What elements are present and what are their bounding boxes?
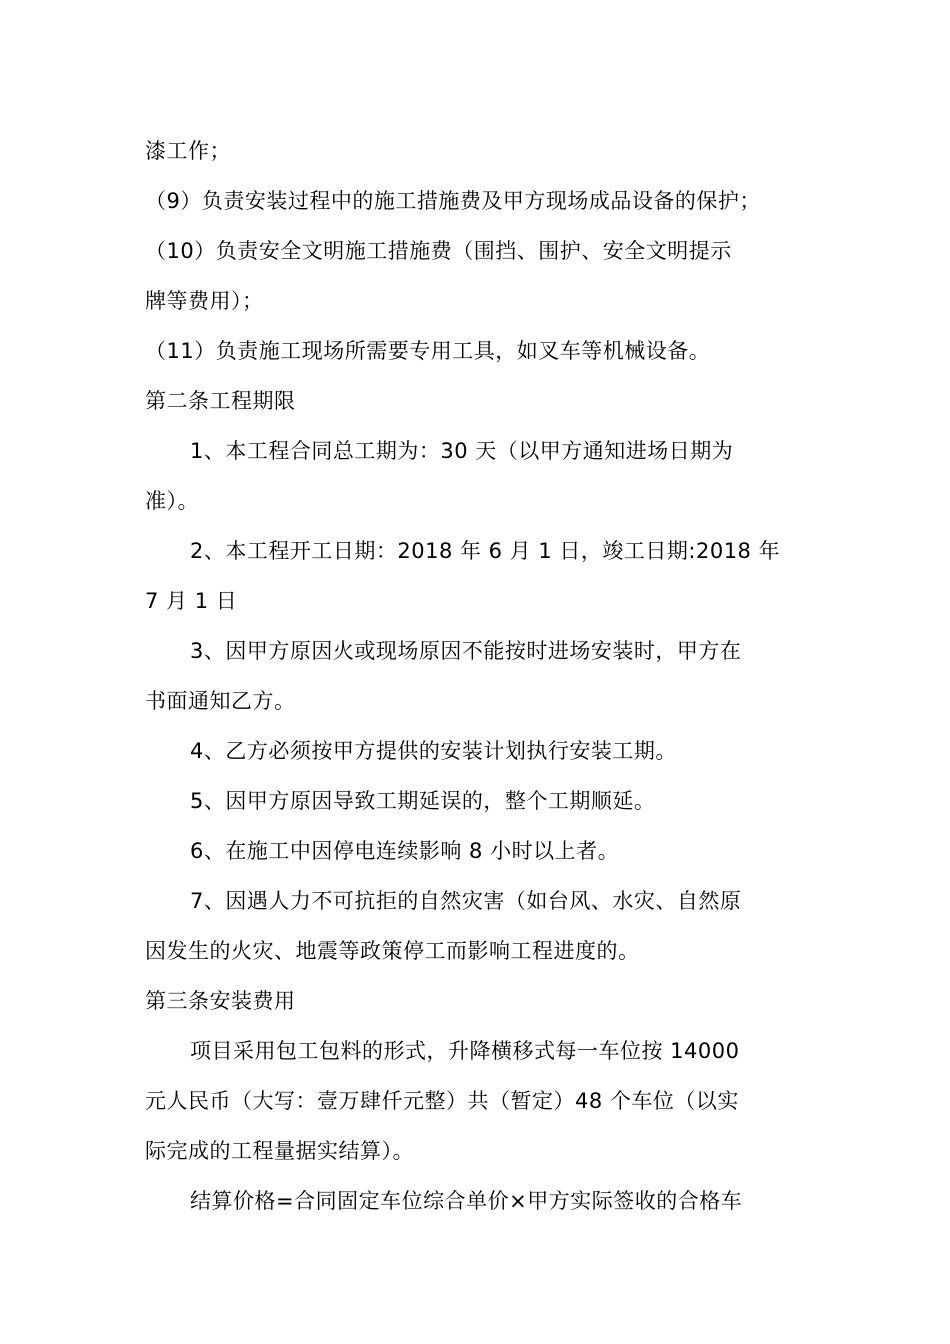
section-heading: 第三条安装费用 — [145, 989, 296, 1013]
text-line: 1、本工程合同总工期为：30 天（以甲方通知进场日期为 — [190, 439, 734, 463]
text-line: 4、乙方必须按甲方提供的安装计划执行安装工期。 — [190, 739, 677, 763]
text-line: 元人民币（大写：壹万肆仟元整）共（暂定）48 个车位（以实 — [145, 1089, 739, 1113]
text-line: 3、因甲方原因火或现场原因不能按时进场安装时，甲方在 — [190, 639, 742, 663]
text-line: （10）负责安全文明施工措施费（围挡、围护、安全文明提示 — [145, 239, 732, 263]
text-line: 结算价格=合同固定车位综合单价×甲方实际签收的合格车 — [190, 1189, 743, 1213]
text-line: 项目采用包工包料的形式，升降横移式每一车位按 14000 — [190, 1039, 740, 1063]
text-line: （11）负责施工现场所需要专用工具，如叉车等机械设备。 — [145, 339, 711, 363]
text-line: 5、因甲方原因导致工期延误的，整个工期顺延。 — [190, 789, 656, 813]
text-line: 书面通知乙方。 — [145, 689, 296, 713]
text-line: （9）负责安装过程中的施工措施费及甲方现场成品设备的保护； — [145, 189, 761, 213]
text-line: 牌等费用）； — [145, 289, 264, 313]
text-line: 7 月 1 日 — [145, 589, 238, 613]
text-line: 准）。 — [145, 489, 199, 513]
text-line: 7、因遇人力不可抗拒的自然灾害（如台风、水灾、自然原 — [190, 889, 742, 913]
text-line: 因发生的火灾、地震等政策停工而影响工程进度的。 — [145, 939, 640, 963]
text-line: 漆工作； — [145, 139, 231, 163]
text-line: 际完成的工程量据实结算）。 — [145, 1139, 414, 1163]
section-heading: 第二条工程期限 — [145, 389, 296, 413]
text-line: 2、本工程开工日期：2018 年 6 月 1 日，竣工日期:2018 年 — [190, 539, 781, 563]
text-line: 6、在施工中因停电连续影响 8 小时以上者。 — [190, 839, 620, 863]
